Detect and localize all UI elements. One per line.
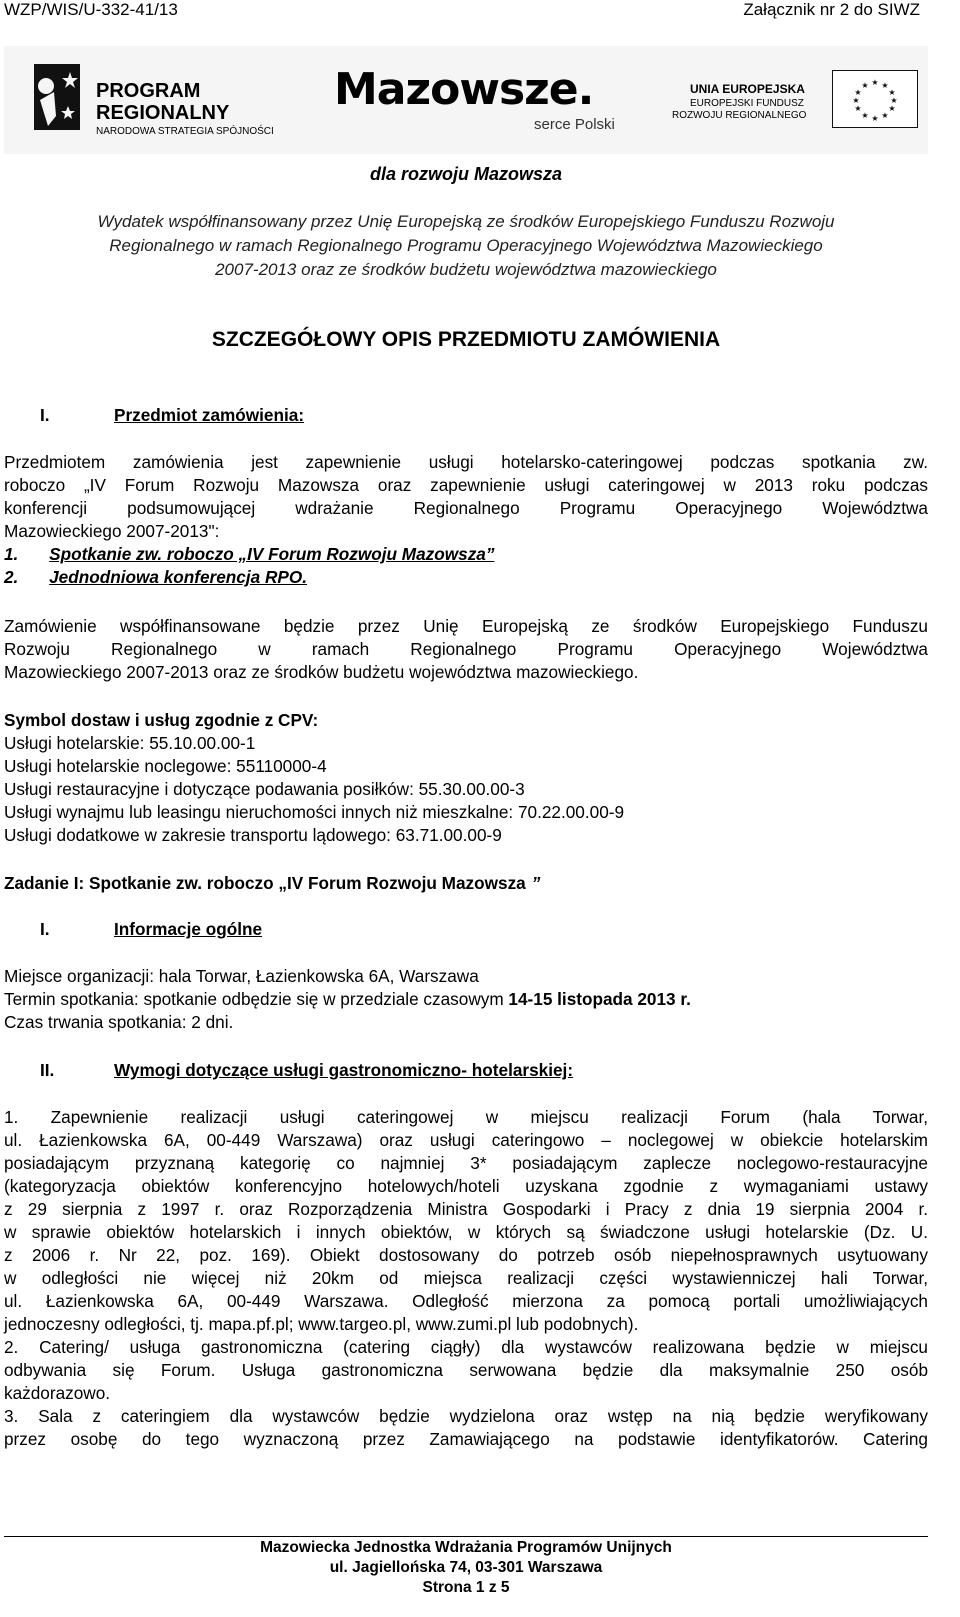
- svg-text:★: ★: [888, 88, 896, 97]
- svg-text:★: ★: [888, 104, 896, 113]
- slogan: dla rozwoju Mazowsza: [369, 164, 563, 184]
- paragraph-line: w sprawie obiektów hotelarskich i innych obiektów, w których są świadczone usługi hotelarskie (Dz. U.: [4, 1222, 928, 1242]
- mazowsze-slogan: serce Polski: [534, 116, 615, 133]
- funding-statement: [0, 210, 932, 282]
- funding-line: Wydatek współfinansowany przez Unię Europejską ze środków Europejskiego Funduszu Rozwoju: [97, 212, 835, 231]
- svg-text:★: ★: [854, 88, 862, 97]
- ue-fund-line2: ROZWOJU REGIONALNEGO: [672, 110, 807, 121]
- item-number: 2.: [4, 567, 19, 587]
- info-term: [4, 988, 691, 1011]
- paragraph-line: odbywania się Forum. Usługa gastronomiczna serwowana będzie dla maksymalnie 250 osób: [4, 1360, 928, 1380]
- funding-line: Regionalnego w ramach Regionalnego Programu Operacyjnego Województwa Mazowieckiego: [109, 236, 823, 255]
- paragraph-line: Mazowieckiego 2007-2013 oraz ze środków budżetu województwa mazowieckiego.: [4, 662, 639, 682]
- info-term-text: Termin spotkania: spotkanie odbędzie się w przedziale czasowym: [4, 989, 509, 1009]
- subject-item: [4, 566, 307, 589]
- item-text: Spotkanie zw. roboczo „IV Forum Rozwoju Mazowsza”: [49, 544, 495, 564]
- svg-text:★: ★: [890, 96, 898, 105]
- general-info: [4, 965, 691, 1034]
- svg-text:★: ★: [854, 104, 862, 113]
- cpv-line: Usługi dodatkowe w zakresie transportu lądowego: 63.71.00.00-9: [4, 825, 502, 845]
- paragraph-line: 1. Zapewnienie realizacji usługi cateringowej w miejscu realizacji Forum (hala Torwar,: [4, 1107, 928, 1127]
- mazowsze-logo: Mazowsze.: [334, 64, 594, 115]
- paragraph-line: każdorazowo.: [4, 1383, 111, 1403]
- svg-text:★: ★: [881, 111, 889, 120]
- cpv-line: Usługi hotelarskie: 55.10.00.00-1: [4, 733, 256, 753]
- subject-item: [4, 543, 494, 566]
- cpv-list: [4, 732, 624, 847]
- paragraph-line: Przedmiotem zamówienia jest zapewnienie usługi hotelarsko-cateringowej podczas spotkania zw.: [4, 452, 928, 472]
- svg-text:★: ★: [871, 78, 879, 87]
- svg-text:★: ★: [861, 81, 869, 90]
- item-number: 1.: [4, 544, 19, 564]
- task-heading-text: Zadanie I: Spotkanie zw. roboczo „IV Forum Rozwoju Mazowsza: [4, 873, 526, 893]
- requirements-paragraph-3: [4, 1405, 928, 1451]
- program-title: PROGRAM: [96, 80, 201, 102]
- cpv-line: Usługi wynajmu lub leasingu nieruchomości innych niż mieszkalne: 70.22.00.00-9: [4, 802, 625, 822]
- page-number: Strona 1 z 5: [422, 1579, 510, 1596]
- paragraph-line: roboczo „IV Forum Rozwoju Mazowsza oraz zapewnienie usługi cateringowej w 2013 roku podczas: [4, 475, 928, 495]
- cpv-line: Usługi restauracyjne i dotyczące podawania posiłków: 55.30.00.00-3: [4, 779, 525, 799]
- funding-line: 2007-2013 oraz ze środków budżetu województwa mazowieckiego: [215, 260, 717, 279]
- eu-flag-icon: [832, 70, 918, 128]
- paragraph-line: Mazowieckiego 2007-2013":: [4, 521, 220, 541]
- paragraph-line: Zamówienie współfinansowane będzie przez Unię Europejską ze środków Europejskiego Funduszu: [4, 616, 928, 636]
- subsection-number: I.: [40, 919, 50, 939]
- task-heading: [4, 872, 540, 895]
- footer-address: ul. Jagiellońska 74, 03-301 Warszawa: [329, 1559, 603, 1576]
- paragraph-line: w odległości nie więcej niż 20km od miejsca realizacji części wystawienniczej hali Torwar,: [4, 1268, 928, 1288]
- subsection-heading: Informacje ogólne: [114, 919, 263, 939]
- paragraph-line: z 29 sierpnia z 1997 r. oraz Rozporządzenia Ministra Gospodarki i Pracy z dnia 19 sierpnia 2004 r.: [4, 1199, 928, 1219]
- subject-paragraph: [4, 451, 928, 543]
- requirements-paragraph-1: [4, 1106, 928, 1336]
- paragraph-line: (kategoryzacja obiektów konferencyjno hotelowych/hoteli uzyskana zgodnie z wymaganiami ustawy: [4, 1176, 928, 1196]
- paragraph-line: jednoczesny odległości, tj. mapa.pf.pl; www.targeo.pl, www.zumi.pl lub podobnych).: [4, 1314, 639, 1334]
- program-title-2: REGIONALNY: [96, 102, 230, 124]
- logo-banner: [4, 46, 928, 154]
- info-term-date: 14-15 listopada 2013 r.: [508, 989, 691, 1009]
- paragraph-line: posiadającym przyznaną kategorię co najmniej 3* posiadającym zaplecze noclegowo-restauracyjne: [4, 1153, 928, 1173]
- document-reference: WZP/WIS/U-332-41/13: [4, 0, 178, 19]
- paragraph-line: 3. Sala z cateringiem dla wystawców będzie wydzielona oraz wstęp na nią będzie weryfikowany: [4, 1406, 928, 1426]
- ue-fund-line1: EUROPEJSKI FUNDUSZ: [690, 98, 804, 109]
- footer-organization: Mazowiecka Jednostka Wdrażania Programów Unijnych: [260, 1539, 672, 1556]
- subsection-number: II.: [40, 1060, 55, 1080]
- footer-divider: [4, 1536, 928, 1537]
- footer: [4, 1538, 928, 1598]
- paragraph-line: Rozwoju Regionalnego w ramach Regionalnego Programu Operacyjnego Województwa: [4, 639, 928, 659]
- section-number: I.: [40, 405, 50, 425]
- section-heading: Przedmiot zamówienia:: [114, 405, 305, 425]
- paragraph-line: przez osobę do tego wyznaczoną przez Zamawiającego na podstawie identyfikatorów. Catering: [4, 1429, 928, 1449]
- cofinancing-paragraph: [4, 615, 928, 684]
- info-place: Miejsce organizacji: hala Torwar, Łazienkowska 6A, Warszawa: [4, 966, 479, 986]
- paragraph-line: ul. Łazienkowska 6A, 00-449 Warszawa. Odległość mierzona za pomocą portali umożliwiających: [4, 1291, 928, 1311]
- cpv-heading: Symbol dostaw i usług zgodnie z CPV:: [4, 710, 319, 730]
- svg-text:★: ★: [881, 81, 889, 90]
- paragraph-line: konferencji podsumowującej wdrażanie Regionalnego Programu Operacyjnego Województwa: [4, 498, 928, 518]
- requirements-paragraph-2: [4, 1336, 928, 1405]
- paragraph-line: ul. Łazienkowska 6A, 00-449 Warszawa) oraz usługi cateringowo – noclegowej w obiekcie hotelarskim: [4, 1130, 928, 1150]
- svg-text:★: ★: [852, 96, 860, 105]
- document-title: SZCZEGÓŁOWY OPIS PRZEDMIOTU ZAMÓWIENIA: [211, 328, 721, 351]
- paragraph-line: z 2006 r. Nr 22, poz. 169). Obiekt dostosowany do potrzeb osób niepełnosprawnych usytuowany: [4, 1245, 928, 1265]
- cpv-line: Usługi hotelarskie noclegowe: 55110000-4: [4, 756, 327, 776]
- attachment-label: Załącznik nr 2 do SIWZ: [743, 0, 920, 19]
- info-duration: Czas trwania spotkania: 2 dni.: [4, 1012, 234, 1032]
- paragraph-line: 2. Catering/ usługa gastronomiczna (catering ciągły) dla wystawców realizowana będzie w miejscu: [4, 1337, 928, 1357]
- subsection-heading: Wymogi dotyczące usługi gastronomiczno- hotelarskiej:: [114, 1060, 574, 1080]
- program-regionalny-emblem: [26, 56, 88, 138]
- svg-text:★: ★: [871, 114, 879, 123]
- task-heading-quote: ”: [531, 873, 541, 893]
- ue-title: UNIA EUROPEJSKA: [690, 82, 805, 96]
- svg-text:★: ★: [861, 111, 869, 120]
- item-text: Jednodniowa konferencja RPO.: [49, 567, 307, 587]
- program-subtitle: NARODOWA STRATEGIA SPÓJNOŚCI: [96, 126, 274, 137]
